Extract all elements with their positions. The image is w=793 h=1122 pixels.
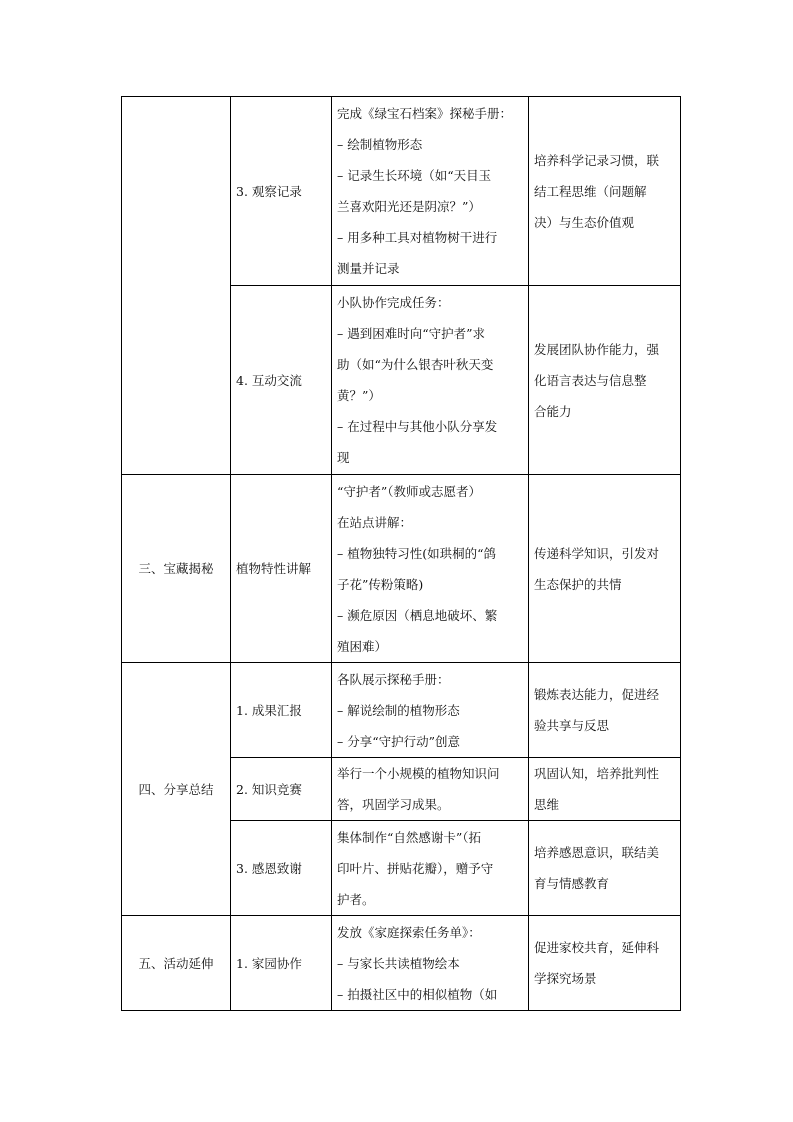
activity-plan-table	[121, 96, 681, 1011]
goal-cell	[529, 821, 681, 916]
goal-line: 生态保护的共情	[534, 576, 622, 592]
step-cell: 1. 家园协作	[231, 916, 332, 1011]
content-line: 小队协作完成任务：	[337, 295, 450, 310]
content-line: – 绘制植物形态	[337, 137, 423, 152]
goal-line: 思维	[534, 797, 560, 812]
step-cell: 3. 感恩致谢	[231, 821, 332, 916]
content-line: 兰喜欢阳光还是阴凉？”）	[337, 199, 481, 214]
content-line: – 在过程中与其他小队分享发	[337, 419, 498, 434]
goal-cell	[529, 475, 681, 663]
goal-line: 锻炼表达能力，促进经	[534, 687, 660, 702]
content-line: – 解说绘制的植物形态	[337, 702, 460, 718]
goal-cell	[529, 916, 681, 1011]
content-line: – 濒危原因（栖息地破坏、繁	[337, 607, 498, 623]
content-line: 测量并记录	[337, 261, 400, 276]
step-cell: 1. 成果汇报	[231, 663, 332, 758]
goal-line: 学探究场景	[534, 971, 597, 986]
stage-cell: 三、宝藏揭秘	[122, 475, 231, 663]
goal-line: 培养科学记录习惯，联	[534, 152, 660, 168]
goal-line: 促进家校共育，延伸科	[534, 940, 660, 955]
content-line: – 分享“守护行动”创意	[337, 733, 461, 749]
goal-line: 传递科学知识，引发对	[534, 545, 660, 561]
content-line: – 与家长共读植物绘本	[337, 955, 460, 971]
stage-cell: 四、分享总结	[122, 663, 231, 916]
step-cell: 3. 观察记录	[231, 97, 332, 286]
content-cell	[332, 475, 529, 663]
content-line: – 植物独特习性(如珙桐的“鸽	[337, 545, 496, 561]
content-cell	[332, 663, 529, 758]
content-line: 发放《家庭探索任务单》：	[337, 924, 481, 940]
goal-line: 验共享与反思	[534, 718, 610, 733]
content-line: – 用多种工具对植物树干进行	[337, 230, 498, 245]
goal-line: 结工程思维（问题解	[534, 183, 647, 199]
content-cell	[332, 97, 529, 286]
table-row	[122, 475, 681, 663]
content-line: – 遇到困难时向“守护者”求	[337, 326, 486, 341]
table-row	[122, 97, 681, 286]
content-line: 黄？”）	[337, 388, 381, 403]
content-line: 在站点讲解：	[337, 514, 413, 530]
table-row	[122, 663, 681, 758]
content-line: 印叶片、拼贴花瓣），赠予守	[337, 860, 494, 876]
goal-line: 培养感恩意识，联结美	[534, 845, 660, 860]
content-line: 集体制作“自然感谢卡”（拓	[337, 829, 482, 845]
goal-cell	[529, 97, 681, 286]
goal-cell	[529, 286, 681, 475]
content-cell	[332, 758, 529, 821]
goal-cell	[529, 663, 681, 758]
goal-line: 化语言表达与信息整	[534, 372, 647, 388]
content-line: 举行一个小规模的植物知识问	[337, 766, 500, 781]
content-line: – 记录生长环境（如“天目玉	[337, 168, 492, 183]
content-line: 子花”传粉策略)	[337, 576, 424, 592]
content-cell	[332, 821, 529, 916]
content-line: 答，巩固学习成果。	[337, 797, 450, 812]
content-line: 各队展示探秘手册：	[337, 671, 450, 687]
stage-cell-continued	[122, 97, 231, 475]
content-line: 助（如“为什么银杏叶秋天变	[337, 357, 494, 372]
step-cell: 植物特性讲解	[231, 475, 332, 663]
content-line: 现	[337, 450, 350, 465]
table-row	[122, 916, 681, 1011]
step-cell: 4. 互动交流	[231, 286, 332, 475]
content-line: 完成《绿宝石档案》探秘手册：	[337, 106, 513, 121]
stage-cell: 五、活动延伸	[122, 916, 231, 1011]
goal-line: 合能力	[534, 403, 572, 419]
goal-cell	[529, 758, 681, 821]
goal-line: 巩固认知，培养批判性	[534, 766, 660, 781]
content-cell	[332, 286, 529, 475]
goal-line: 育与情感教育	[534, 876, 610, 891]
goal-line: 决）与生态价值观	[534, 214, 635, 230]
step-cell: 2. 知识竞赛	[231, 758, 332, 821]
content-line: “守护者”（教师或志愿者）	[337, 483, 482, 499]
goal-line: 发展团队协作能力，强	[534, 341, 660, 357]
content-line: 殖困难）	[337, 638, 388, 654]
content-line: – 拍摄社区中的相似植物（如	[337, 986, 498, 1002]
content-line: 护者。	[337, 891, 375, 907]
content-cell	[332, 916, 529, 1011]
